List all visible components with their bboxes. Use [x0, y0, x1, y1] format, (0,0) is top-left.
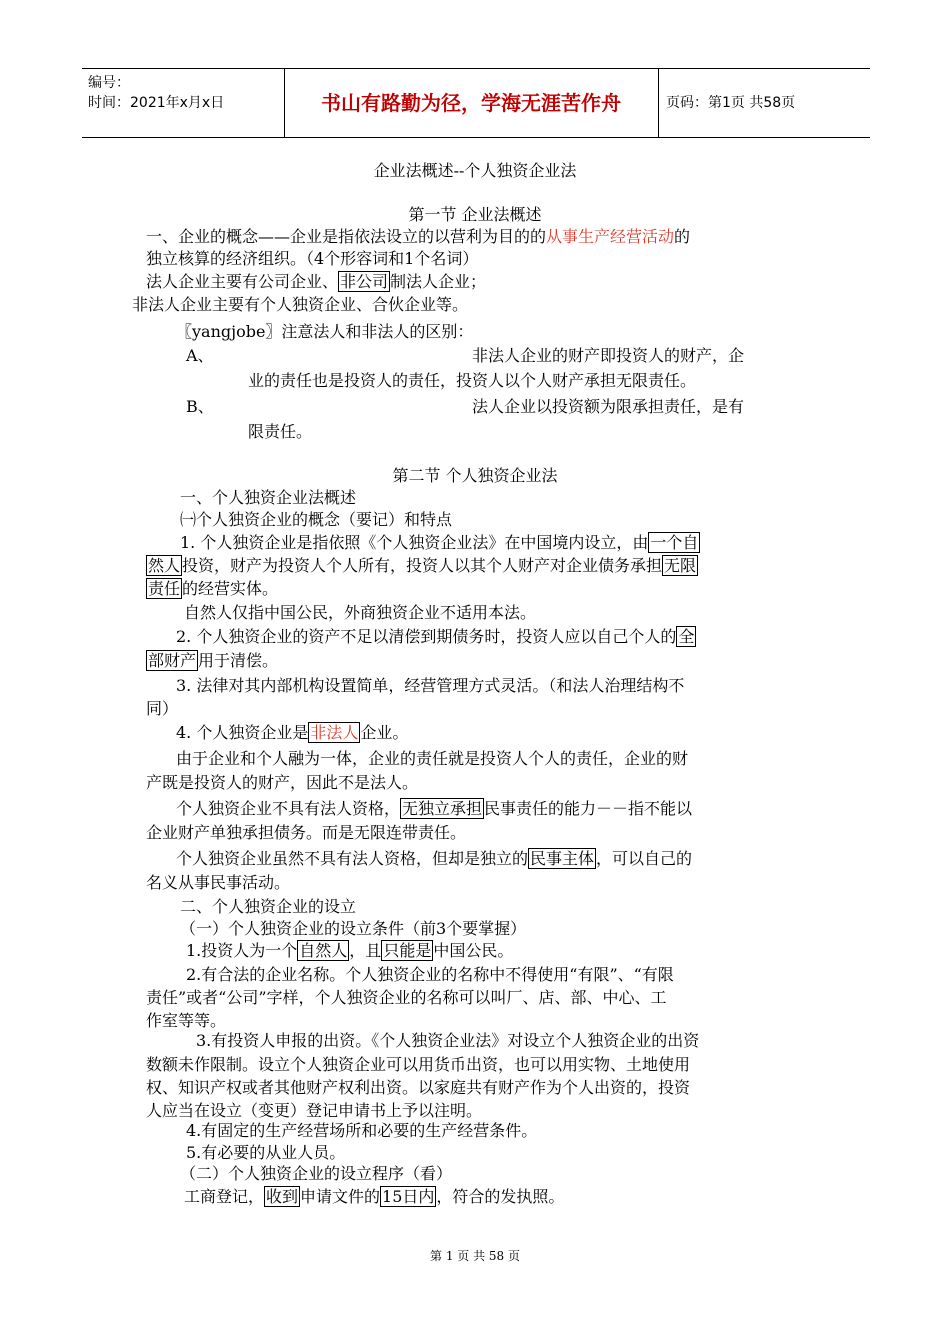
paragraph-line: 非法人企业主要有个人独资企业、合伙企业等。 — [132, 295, 469, 314]
boxed-term: 无限 — [664, 556, 697, 575]
subheading: 一、个人独资企业法概述 — [180, 488, 357, 507]
boxed-term: 无独立承担 — [402, 799, 483, 818]
paragraph-line: 非法人企业的财产即投资人的财产，企 — [472, 346, 745, 365]
paragraph-line: 一、企业的概念——企业是指依法设立的以营利为目的的从事生产经营活动的 — [146, 227, 691, 246]
paragraph-line: 2. 个人独资企业的资产不足以清偿到期债务时，投资人应以自己个人的 全 — [176, 627, 695, 646]
paragraph-line: 〖yangjobe〗注意法人和非法人的区别： — [176, 322, 474, 341]
header-page-info: 页码：第1页 共58页 — [666, 95, 796, 111]
paragraph-line: 法人企业主要有公司企业、 非公司 制法人企业； — [146, 272, 487, 291]
section-2-heading: 第二节 个人独资企业法 — [392, 466, 558, 485]
paragraph-line: 然人 投资，财产为投资人个人所有，投资人以其个人财产对企业债务承担 无限 — [148, 556, 697, 575]
subheading: 二、个人独资企业的设立 — [180, 897, 357, 916]
paragraph-line: 法人企业以投资额为限承担责任，是有 — [472, 397, 745, 416]
boxed-term: 15日内 — [382, 1187, 435, 1206]
paragraph-line: 限责任。 — [248, 422, 313, 441]
paragraph-line: 4.有固定的生产经营场所和必要的生产经营条件。 — [186, 1121, 538, 1140]
paragraph-line: 名义从事民事活动。 — [146, 873, 291, 892]
boxed-term: 只能是 — [383, 941, 432, 960]
paragraph-line: 个人独资企业不具有法人资格， 无独立承担 民事责任的能力－－指不能以 — [176, 799, 693, 818]
paragraph-line: 人应当在设立（变更）登记申请书上予以注明。 — [146, 1101, 483, 1120]
paragraph-line: 1.投资人为一个 自然人 ，且 只能是 中国公民。 — [186, 941, 514, 960]
paragraph-line: 2.有合法的企业名称。个人独资企业的名称中不得使用“有限”、“有限 — [186, 965, 674, 984]
highlight-text: 从事生产经营活动 — [546, 227, 675, 246]
item-label: A、 — [186, 346, 214, 365]
doc-title: 企业法概述--个人独资企业法 — [373, 161, 577, 180]
subheading: （一）个人独资企业的设立条件（前3个要掌握） — [180, 919, 527, 938]
paragraph-line: 作室等等。 — [146, 1011, 227, 1030]
subheading: （二）个人独资企业的设立程序（看） — [180, 1164, 453, 1183]
header-time-label: 时间：2021年x月x日 — [88, 95, 225, 111]
boxed-term: 非法人 — [310, 723, 359, 742]
paragraph-line: 责任 的经营实体。 — [148, 579, 279, 598]
paragraph-line: 同） — [146, 699, 179, 718]
paragraph-line: 产既是投资人的财产，因此不是法人。 — [146, 773, 419, 792]
header-divider — [658, 69, 659, 137]
paragraph-line: 4. 个人独资企业是 非法人 企业。 — [176, 723, 409, 742]
paragraph-line: 3. 法律对其内部机构设置简单，经营管理方式灵活。（和法人治理结构不 — [176, 676, 685, 695]
paragraph-line: 数额未作限制。设立个人独资企业可以用货币出资，也可以用实物、土地使用 — [146, 1055, 691, 1074]
header-motto: 书山有路勤为径，学海无涯苦作舟 — [321, 91, 621, 115]
boxed-term: 民事主体 — [530, 849, 595, 868]
paragraph-line: 部财产 用于清偿。 — [148, 651, 279, 670]
boxed-term: 责任 — [148, 579, 181, 598]
section-1-heading: 第一节 企业法概述 — [408, 205, 542, 224]
paragraph-line: 企业财产单独承担债务。而是无限连带责任。 — [146, 823, 467, 842]
paragraph-line: 5.有必要的从业人员。 — [186, 1143, 346, 1162]
item-label: B、 — [186, 397, 214, 416]
boxed-term: 非公司 — [340, 272, 389, 291]
paragraph-line: 业的责任也是投资人的责任，投资人以个人财产承担无限责任。 — [248, 371, 697, 390]
header-number-label: 编号： — [88, 75, 130, 91]
page-header — [82, 68, 870, 138]
paragraph-line: 3.有投资人申报的出资。《个人独资企业法》对设立个人独资企业的出资 — [196, 1031, 700, 1050]
paragraph-line: 独立核算的经济组织。（4个形容词和1个名词） — [146, 249, 479, 268]
paragraph-line: 责任”或者“公司”字样，个人独资企业的名称可以叫厂、店、部、中心、工 — [146, 988, 667, 1007]
header-left — [88, 73, 284, 113]
boxed-term: 部财产 — [148, 651, 197, 670]
paragraph-line: 权、知识产权或者其他财产权利出资。以家庭共有财产作为个人出资的，投资 — [146, 1078, 691, 1097]
paragraph-line: 工商登记， 收到 申请文件的 15日内 ，符合的发执照。 — [184, 1187, 565, 1206]
boxed-term: 全 — [678, 627, 695, 646]
boxed-term: 自然人 — [299, 941, 348, 960]
boxed-term: 然人 — [148, 556, 181, 575]
subheading: ㈠个人独资企业的概念（要记）和特点 — [180, 510, 453, 529]
paragraph-line: 个人独资企业虽然不具有法人资格，但却是独立的 民事主体 ，可以自己的 — [176, 849, 693, 868]
boxed-term: 收到 — [266, 1187, 299, 1206]
paragraph-line: 1. 个人独资企业是指依照《个人独资企业法》在中国境内设立，由 一个自 — [180, 533, 699, 552]
boxed-term: 一个自 — [650, 533, 699, 552]
paragraph-line: 自然人仅指中国公民，外商独资企业不适用本法。 — [184, 603, 537, 622]
paragraph-line: 由于企业和个人融为一体，企业的责任就是投资人个人的责任，企业的财 — [176, 749, 689, 768]
page-footer: 第 1 页 共 58 页 — [430, 1249, 520, 1263]
